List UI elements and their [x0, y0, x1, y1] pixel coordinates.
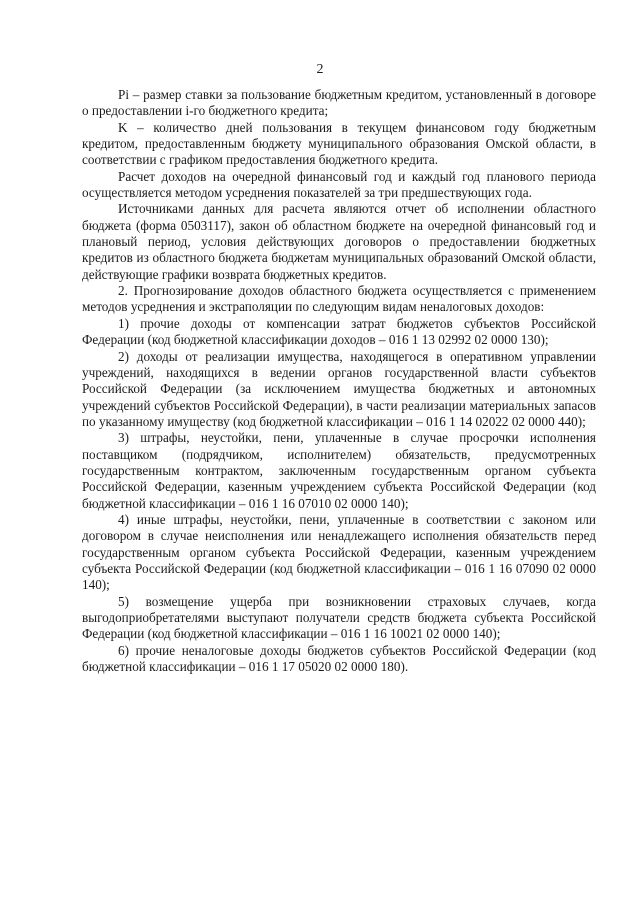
list-item-1: 1) прочие доходы от компенсации затрат бюджетов субъектов Российской Федерации (код бюджетной классификации доходов – 016 1 13 02992 02 0000 130);: [82, 315, 596, 348]
list-item-6: 6) прочие неналоговые доходы бюджетов субъектов Российской Федерации (код бюджетной классификации – 016 1 17 05020 02 0000 180).: [82, 642, 596, 675]
list-item-3: 3) штрафы, неустойки, пени, уплаченные в случае просрочки исполнения поставщиком (подрядчиком, исполнителем) обязательств, предусмотренных государственным контрактом, заключенным государственным органом субъекта Российской Федерации, казенным учреждением субъекта Российской Федерации (код бюджетной классификации – 016 1 16 07010 02 0000 140);: [82, 430, 596, 511]
list-item-2: 2) доходы от реализации имущества, находящегося в оперативном управлении учреждений, находящихся в ведении органов государственной власти субъектов Российской Федерации (за исключением имущества бюджетных и автономных учреждений субъектов Российской Федерации), в части реализации материальных запасов по указанному имуществу (код бюджетной классификации – 016 1 14 02022 02 0000 440);: [82, 348, 596, 429]
paragraph-k-definition: K – количество дней пользования в текущем финансовом году бюджетным кредитом, предоставленным бюджету муниципального образования Омской области, в соответствии с графиком предоставления бюджетного кредита.: [82, 119, 596, 168]
paragraph-forecasting-intro: 2. Прогнозирование доходов областного бюджета осуществляется с применением методов усреднения и экстраполяции по следующим видам неналоговых доходов:: [82, 283, 596, 315]
paragraph-calculation-method: Расчет доходов на очередной финансовый год и каждый год планового периода осуществляется методом усреднения показателей за три предшествующих года.: [82, 168, 596, 201]
list-item-4: 4) иные штрафы, неустойки, пени, уплаченные в соответствии с законом или договором в случае неисполнения или ненадлежащего исполнения обязательств перед государственным органом субъекта Российской Федерации, казенным учреждением субъекта Российской Федерации (код бюджетной классификации – 016 1 16 07090 02 0000 140);: [82, 511, 596, 593]
document-body: [82, 87, 596, 675]
page-number: 2: [316, 62, 324, 77]
list-item-5: 5) возмещение ущерба при возникновении страховых случаев, когда выгодоприобретателями выступают получатели средств бюджета субъекта Российской Федерации (код бюджетной классификации – 016 1 16 10021 02 0000 140);: [82, 593, 596, 642]
paragraph-data-sources: Источниками данных для расчета являются отчет об исполнении областного бюджета (форма 0503117), закон об областном бюджете на очередной финансовый год и плановый период, условия действующих договоров о предоставлении бюджетных кредитов из областного бюджета бюджетам муниципальных образований Омской области, действующие графики возврата бюджетных кредитов.: [82, 201, 596, 282]
paragraph-pi-definition: Pi – размер ставки за пользование бюджетным кредитом, установленный в договоре о предоставлении i-го бюджетного кредита;: [82, 87, 596, 119]
